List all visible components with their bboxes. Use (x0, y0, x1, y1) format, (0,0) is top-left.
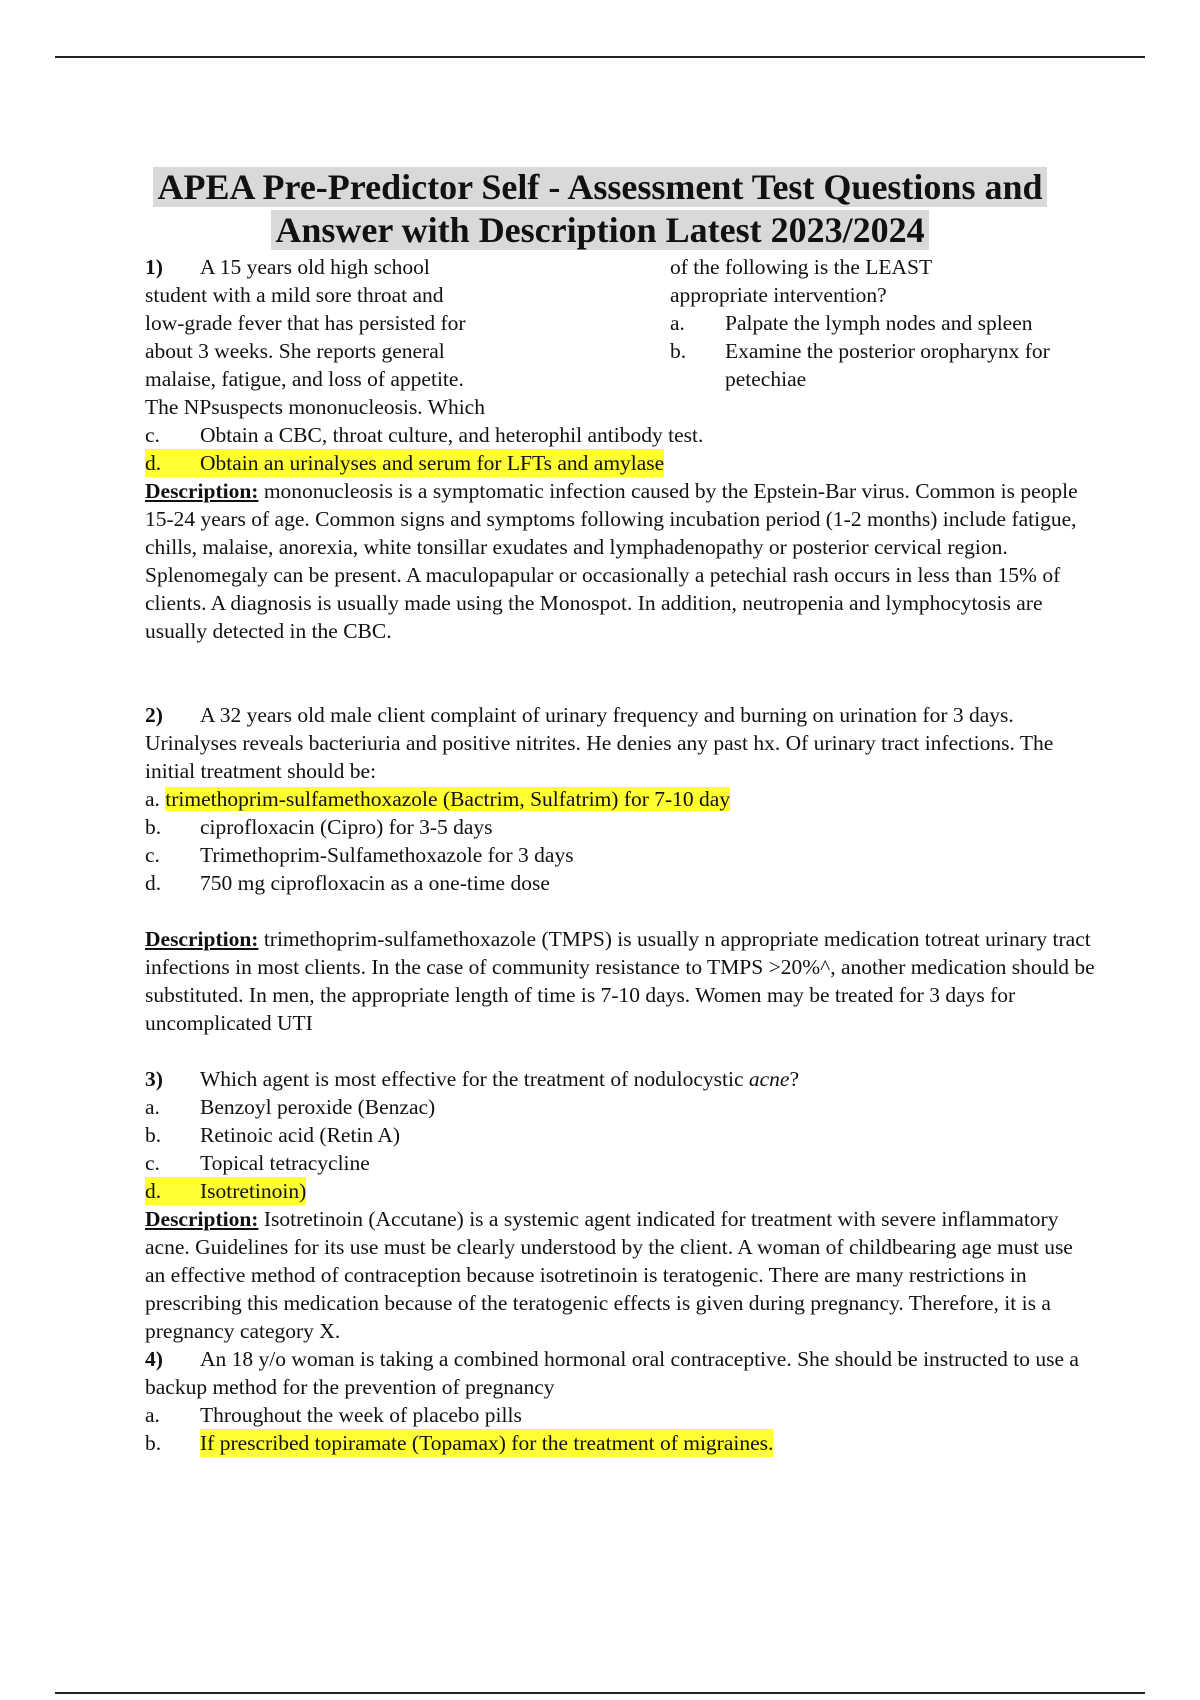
question-4-option-b-correct (145, 1429, 1095, 1457)
option-text: Obtain an urinalyses and serum for LFTs and amylase (200, 451, 665, 475)
description-label: Description: (145, 927, 259, 951)
question-3-option-d-correct (145, 1177, 1095, 1205)
question-1-stem (145, 253, 530, 421)
question-1-line: low-grade fever that has persisted for (145, 311, 466, 335)
option-letter: a. (145, 1095, 160, 1119)
question-1-line: appropriate intervention? (670, 283, 887, 307)
option-text: ciprofloxacin (Cipro) for 3-5 days (200, 815, 493, 839)
title-line-1: APEA Pre-Predictor Self - Assessment Test Questions and (153, 167, 1046, 207)
bottom-rule (55, 1692, 1145, 1694)
question-3-option-c (145, 1149, 1095, 1177)
question-1-option-b (670, 337, 1090, 393)
option-text: If prescribed topiramate (Topamax) for the treatment of migraines. (200, 1431, 774, 1455)
option-letter: c. (145, 843, 160, 867)
option-text: Trimethoprim-Sulfamethoxazole for 3 days (200, 843, 574, 867)
option-text: Topical tetracycline (200, 1151, 370, 1175)
option-letter: a. (145, 1403, 160, 1427)
question-3-number: 3) (145, 1067, 163, 1091)
question-2-text: A 32 years old male client complaint of urinary frequency and burning on urination for 3 days. Urinalyses reveals bacteriuria and positive nitrites. He denies any past hx. Of urinary tract infections. The initial treatment should be: (145, 703, 1054, 783)
question-1-line: of the following is the LEAST (670, 255, 933, 279)
question-3-emphasis: acne (748, 1067, 790, 1091)
option-text: 750 mg ciprofloxacin as a one-time dose (200, 871, 550, 895)
question-4-number: 4) (145, 1347, 163, 1371)
option-text: Examine the posterior oropharynx for petechiae (725, 339, 1050, 391)
question-2-option-c (145, 841, 1095, 869)
document-title (0, 166, 1200, 252)
document-body (145, 253, 1095, 1457)
option-letter: b. (670, 339, 687, 363)
question-1-option-c (145, 421, 1095, 449)
question-1-line: A 15 years old high school (200, 255, 430, 279)
description-text: trimethoprim-sulfamethoxazole (TMPS) is usually n appropriate medication totreat urinary tract infections in most clients. In the case of community resistance to TMPS >20%^, another medication should be substituted. In men, the appropriate length of time is 7-10 days. Women may be treated for 3 days for uncomplicated UTI (145, 927, 1095, 1035)
description-label: Description: (145, 1207, 259, 1231)
option-text: Isotretinoin) (200, 1179, 307, 1203)
top-rule (55, 56, 1145, 58)
description-text: Isotretinoin (Accutane) is a systemic agent indicated for treatment with severe inflammatory acne. Guidelines for its use must be clearly understood by the client. A woman of childbearing age must use an effective method of contraception because isotretinoin is teratogenic. There are many restrictions in prescribing this medication because of the teratogenic effects is given during pregnancy. Therefore, it is a pregnancy category X. (145, 1207, 1073, 1343)
description-label: Description: (145, 479, 259, 503)
question-1-description (145, 477, 1095, 645)
question-1-number: 1) (145, 255, 163, 279)
option-text: trimethoprim-sulfamethoxazole (Bactrim, Sulfatrim) for 7-10 day (165, 787, 731, 811)
question-1-line: malaise, fatigue, and loss of appetite. (145, 367, 464, 391)
option-text: Retinoic acid (Retin A) (200, 1123, 401, 1147)
option-letter: d. (145, 451, 162, 475)
question-1-line: about 3 weeks. She reports general (145, 339, 445, 363)
option-text: Throughout the week of placebo pills (200, 1403, 522, 1427)
option-letter: a. (145, 787, 160, 811)
question-3-text: Which agent is most effective for the treatment of nodulocystic (200, 1067, 749, 1091)
description-text: mononucleosis is a symptomatic infection caused by the Epstein-Bar virus. Common is people 15-24 years of age. Common signs and symptoms following incubation period (1-2 months) include fatigue, chills, malaise, anorexia, white tonsillar exudates and lymphadenopathy or posterior cervical region. Splenomegaly can be present. A maculopapular or occasionally a petechial rash occurs in less than 15% of clients. A diagnosis is usually made using the Monospot. In addition, neutropenia and lymphocytosis are usually detected in the CBC. (145, 479, 1078, 643)
option-letter: a. (670, 311, 685, 335)
question-3-stem (145, 1065, 1095, 1093)
question-3-option-b (145, 1121, 1095, 1149)
question-1-option-a (670, 309, 1090, 337)
question-4-option-a (145, 1401, 1095, 1429)
question-3-text-end: ? (789, 1067, 800, 1091)
question-3-option-a (145, 1093, 1095, 1121)
title-line-2: Answer with Description Latest 2023/2024 (271, 210, 928, 250)
option-letter: c. (145, 1151, 160, 1175)
question-4-text: An 18 y/o woman is taking a combined hormonal oral contraceptive. She should be instructed to use a backup method for the prevention of pregnancy (145, 1347, 1079, 1399)
question-2-description (145, 925, 1095, 1037)
option-letter: d. (145, 871, 162, 895)
question-2-stem (145, 701, 1095, 785)
question-2-option-a-correct (145, 785, 1095, 813)
question-1-line: The NPsuspects mononucleosis. Which (145, 395, 485, 419)
option-letter: c. (145, 423, 160, 447)
option-text: Benzoyl peroxide (Benzac) (200, 1095, 436, 1119)
option-letter: b. (145, 1123, 162, 1147)
option-letter: b. (145, 1431, 162, 1455)
option-letter: d. (145, 1179, 162, 1203)
question-3-description (145, 1205, 1095, 1345)
question-2-number: 2) (145, 703, 163, 727)
option-letter: b. (145, 815, 162, 839)
question-1-stem-continued (670, 253, 1090, 421)
question-1-option-d-correct (145, 449, 1095, 477)
question-4-stem (145, 1345, 1095, 1401)
question-1-columns (145, 253, 1095, 421)
question-2-option-d (145, 869, 1095, 897)
option-text: Palpate the lymph nodes and spleen (725, 311, 1033, 335)
question-1-line: student with a mild sore throat and (145, 283, 444, 307)
question-2-option-b (145, 813, 1095, 841)
option-text: Obtain a CBC, throat culture, and heterophil antibody test. (200, 423, 704, 447)
